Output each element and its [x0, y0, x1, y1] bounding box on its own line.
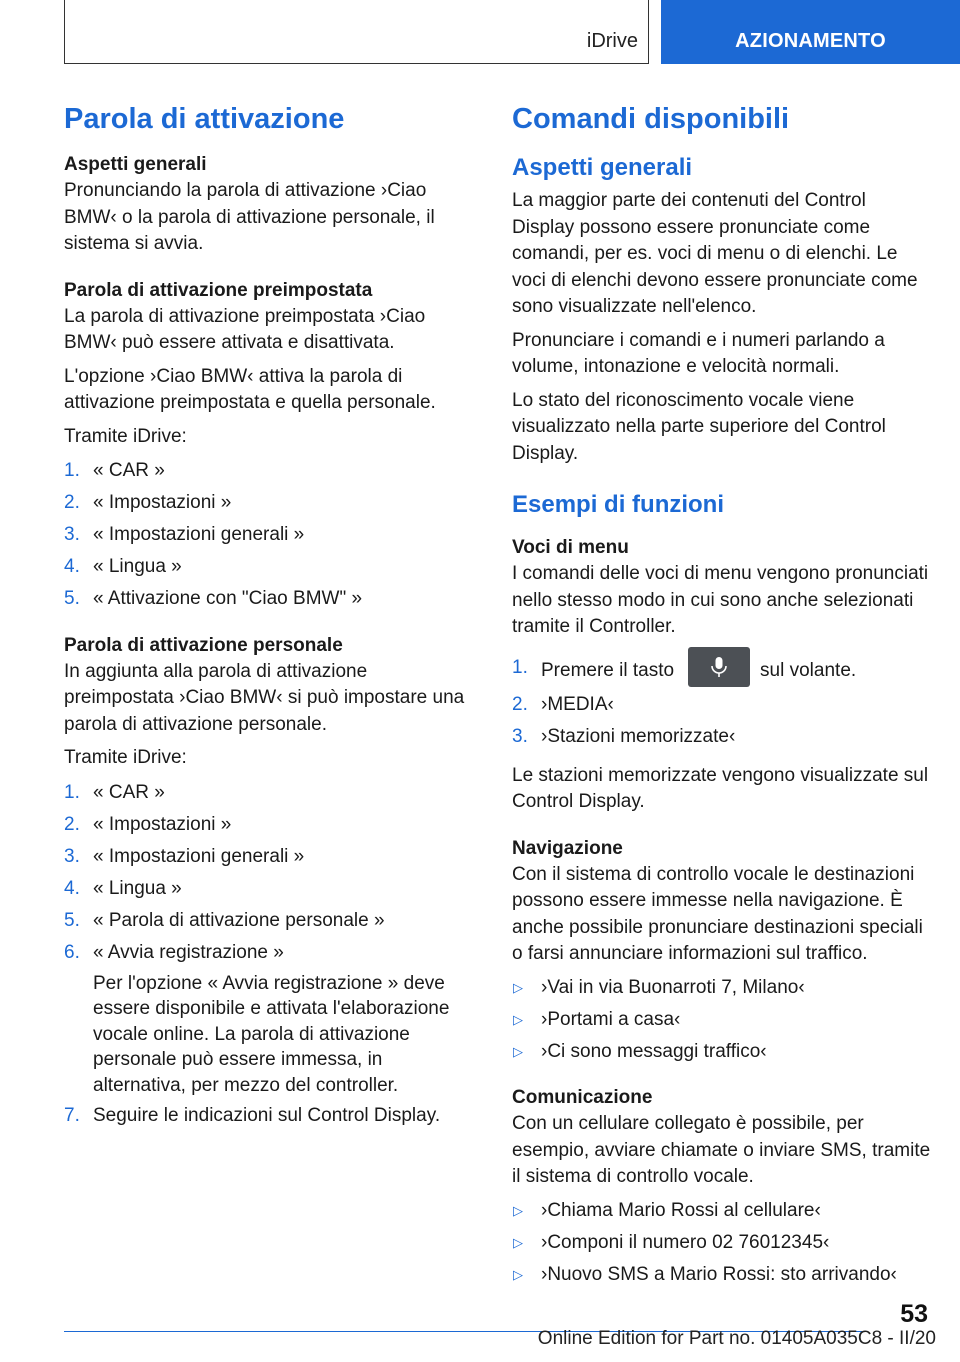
- list-item: ▷ ›Vai in via Buonarroti 7, Milano‹: [512, 975, 932, 1002]
- paragraph: L'opzione ›Ciao BMW‹ attiva la parola di attivazione preimpostata e quella personale.: [64, 365, 436, 413]
- paragraph: Lo stato del riconoscimento vocale viene visualizzato nella parte superiore del Control Display.: [512, 389, 886, 464]
- step-number: 2.: [64, 492, 80, 513]
- triangle-bullet-icon: ▷: [513, 1202, 523, 1218]
- list-item: 5. « Parola di attivazione personale »: [64, 908, 476, 935]
- step-number: 3.: [64, 524, 80, 545]
- step-number: 6.: [64, 941, 80, 963]
- step-number: 7.: [64, 1105, 80, 1126]
- paragraph: Con un cellulare collegato è possibile, per esempio, avviare chiamate o inviare SMS, tramite il sistema di controllo vocale.: [512, 1113, 931, 1187]
- step-number: 1.: [64, 460, 80, 481]
- bullet-list: [512, 975, 932, 1066]
- list-item: 1. « CAR »: [64, 458, 476, 485]
- triangle-bullet-icon: ▷: [513, 979, 523, 995]
- list-item: 6. « Avvia registrazione »: [64, 940, 476, 967]
- section-title: Comandi disponibili: [512, 103, 790, 135]
- paragraph: La parola di attivazione preimpostata ›Ciao BMW‹ può essere attivata e disattivata.: [64, 305, 426, 353]
- numbered-list: [64, 780, 476, 1130]
- list-item: 3. « Impostazioni generali »: [64, 844, 476, 871]
- list-item: 3. « Impostazioni generali »: [64, 522, 476, 549]
- paragraph: In aggiunta alla parola di attivazione preimpostata ›Ciao BMW‹ si può impostare una parola di attivazione personale.: [64, 660, 465, 735]
- section-heading: Aspetti generali: [512, 154, 693, 181]
- triangle-bullet-icon: ▷: [513, 1043, 523, 1059]
- subsection-heading: Voci di menu: [512, 537, 629, 558]
- subsection-heading: Navigazione: [512, 837, 623, 859]
- step-number: 3.: [512, 726, 528, 747]
- list-item: 3. ›Stazioni memorizzate‹: [512, 724, 932, 751]
- step-note: Per l'opzione « Avvia registrazione » deve essere disponibile e attivata l'elaborazione vocale online. La parola di attivazione personale può essere immessa, in alternativa, per mezzo del controller.: [93, 972, 450, 1096]
- list-item: ▷ ›Ci sono messaggi traffico‹: [512, 1039, 932, 1066]
- list-item: 1. Premere il tasto sul volante.: [512, 655, 932, 687]
- section-tab: AZIONAMENTO: [661, 0, 960, 64]
- triangle-bullet-icon: ▷: [513, 1266, 523, 1282]
- section-title: Parola di attivazione: [64, 103, 345, 135]
- triangle-bullet-icon: ▷: [513, 1234, 523, 1250]
- paragraph: I comandi delle voci di menu vengono pronunciati nello stesso modo in cui sono anche selezionati tramite il Controller.: [512, 563, 929, 637]
- numbered-list: [512, 655, 932, 751]
- paragraph: Le stazioni memorizzate vengono visualizzate sul Control Display.: [512, 764, 929, 812]
- footer-edition: Online Edition for Part no. 01405A035C8 - II/20: [537, 1328, 936, 1349]
- paragraph: Tramite iDrive:: [64, 425, 187, 447]
- step-number: 1.: [64, 781, 80, 803]
- paragraph: Pronunciare i comandi e i numeri parlando a volume, intonazione e velocità normali.: [512, 329, 885, 377]
- step-number: 4.: [64, 556, 80, 577]
- list-item: 1. « CAR »: [64, 780, 476, 807]
- step-number: 4.: [64, 877, 80, 899]
- step-number: 1.: [512, 656, 528, 678]
- paragraph: Tramite iDrive:: [64, 747, 187, 768]
- subsection-heading: Aspetti generali: [64, 154, 207, 175]
- list-item: 4. « Lingua »: [64, 876, 476, 903]
- paragraph: La maggior parte dei contenuti del Control Display possono essere pronunciate come comandi, per es. voci di menu o di elenchi. Le voci di elenchi devono essere pronunciate come sono visualizzate nell'elenco.: [512, 190, 918, 317]
- list-item: 5. « Attivazione con "Ciao BMW" »: [64, 586, 476, 613]
- step-number: 2.: [64, 813, 80, 835]
- page-header: [0, 0, 960, 66]
- paragraph: Con il sistema di controllo vocale le destinazioni possono essere immesse nella navigazione. È anche possibile pronunciare destinazioni speciali o farsi annunciare informazioni sul traffico.: [512, 863, 923, 964]
- step-number: 5.: [64, 588, 80, 609]
- list-item: ▷ ›Componi il numero 02 76012345‹: [512, 1230, 932, 1257]
- numbered-list: [64, 458, 476, 613]
- paragraph: Pronunciando la parola di attivazione ›Ciao BMW‹ o la parola di attivazione personale, il sistema si avvia.: [64, 180, 435, 254]
- subsection-heading: Parola di attivazione personale: [64, 634, 343, 656]
- step-number: 2.: [512, 694, 528, 715]
- step-number: 3.: [64, 845, 80, 867]
- chapter-box: [64, 0, 649, 64]
- chapter-title: iDrive: [586, 30, 638, 52]
- page-number: 53: [900, 1300, 928, 1328]
- subsection-heading: Comunicazione: [512, 1087, 653, 1108]
- right-column: [512, 100, 932, 1300]
- list-item: 2. « Impostazioni »: [64, 812, 476, 839]
- step-number: 5.: [64, 909, 80, 931]
- triangle-bullet-icon: ▷: [513, 1011, 523, 1027]
- voice-button-icon: [688, 647, 750, 687]
- list-item: 2. ›MEDIA‹: [512, 692, 932, 719]
- list-item: 2. « Impostazioni »: [64, 490, 476, 517]
- list-item: ▷ ›Chiama Mario Rossi al cellulare‹: [512, 1198, 932, 1225]
- subsection-heading: Parola di attivazione preimpostata: [64, 279, 373, 301]
- list-item: ▷ ›Portami a casa‹: [512, 1007, 932, 1034]
- section-heading: Esempi di funzioni: [512, 491, 725, 518]
- list-item: 4. « Lingua »: [64, 554, 476, 581]
- bullet-list: [512, 1198, 932, 1289]
- list-item: 7. Seguire le indicazioni sul Control Display.: [64, 1103, 476, 1130]
- list-item: ▷ ›Nuovo SMS a Mario Rossi: sto arrivando‹: [512, 1262, 932, 1289]
- left-column: [64, 100, 476, 1142]
